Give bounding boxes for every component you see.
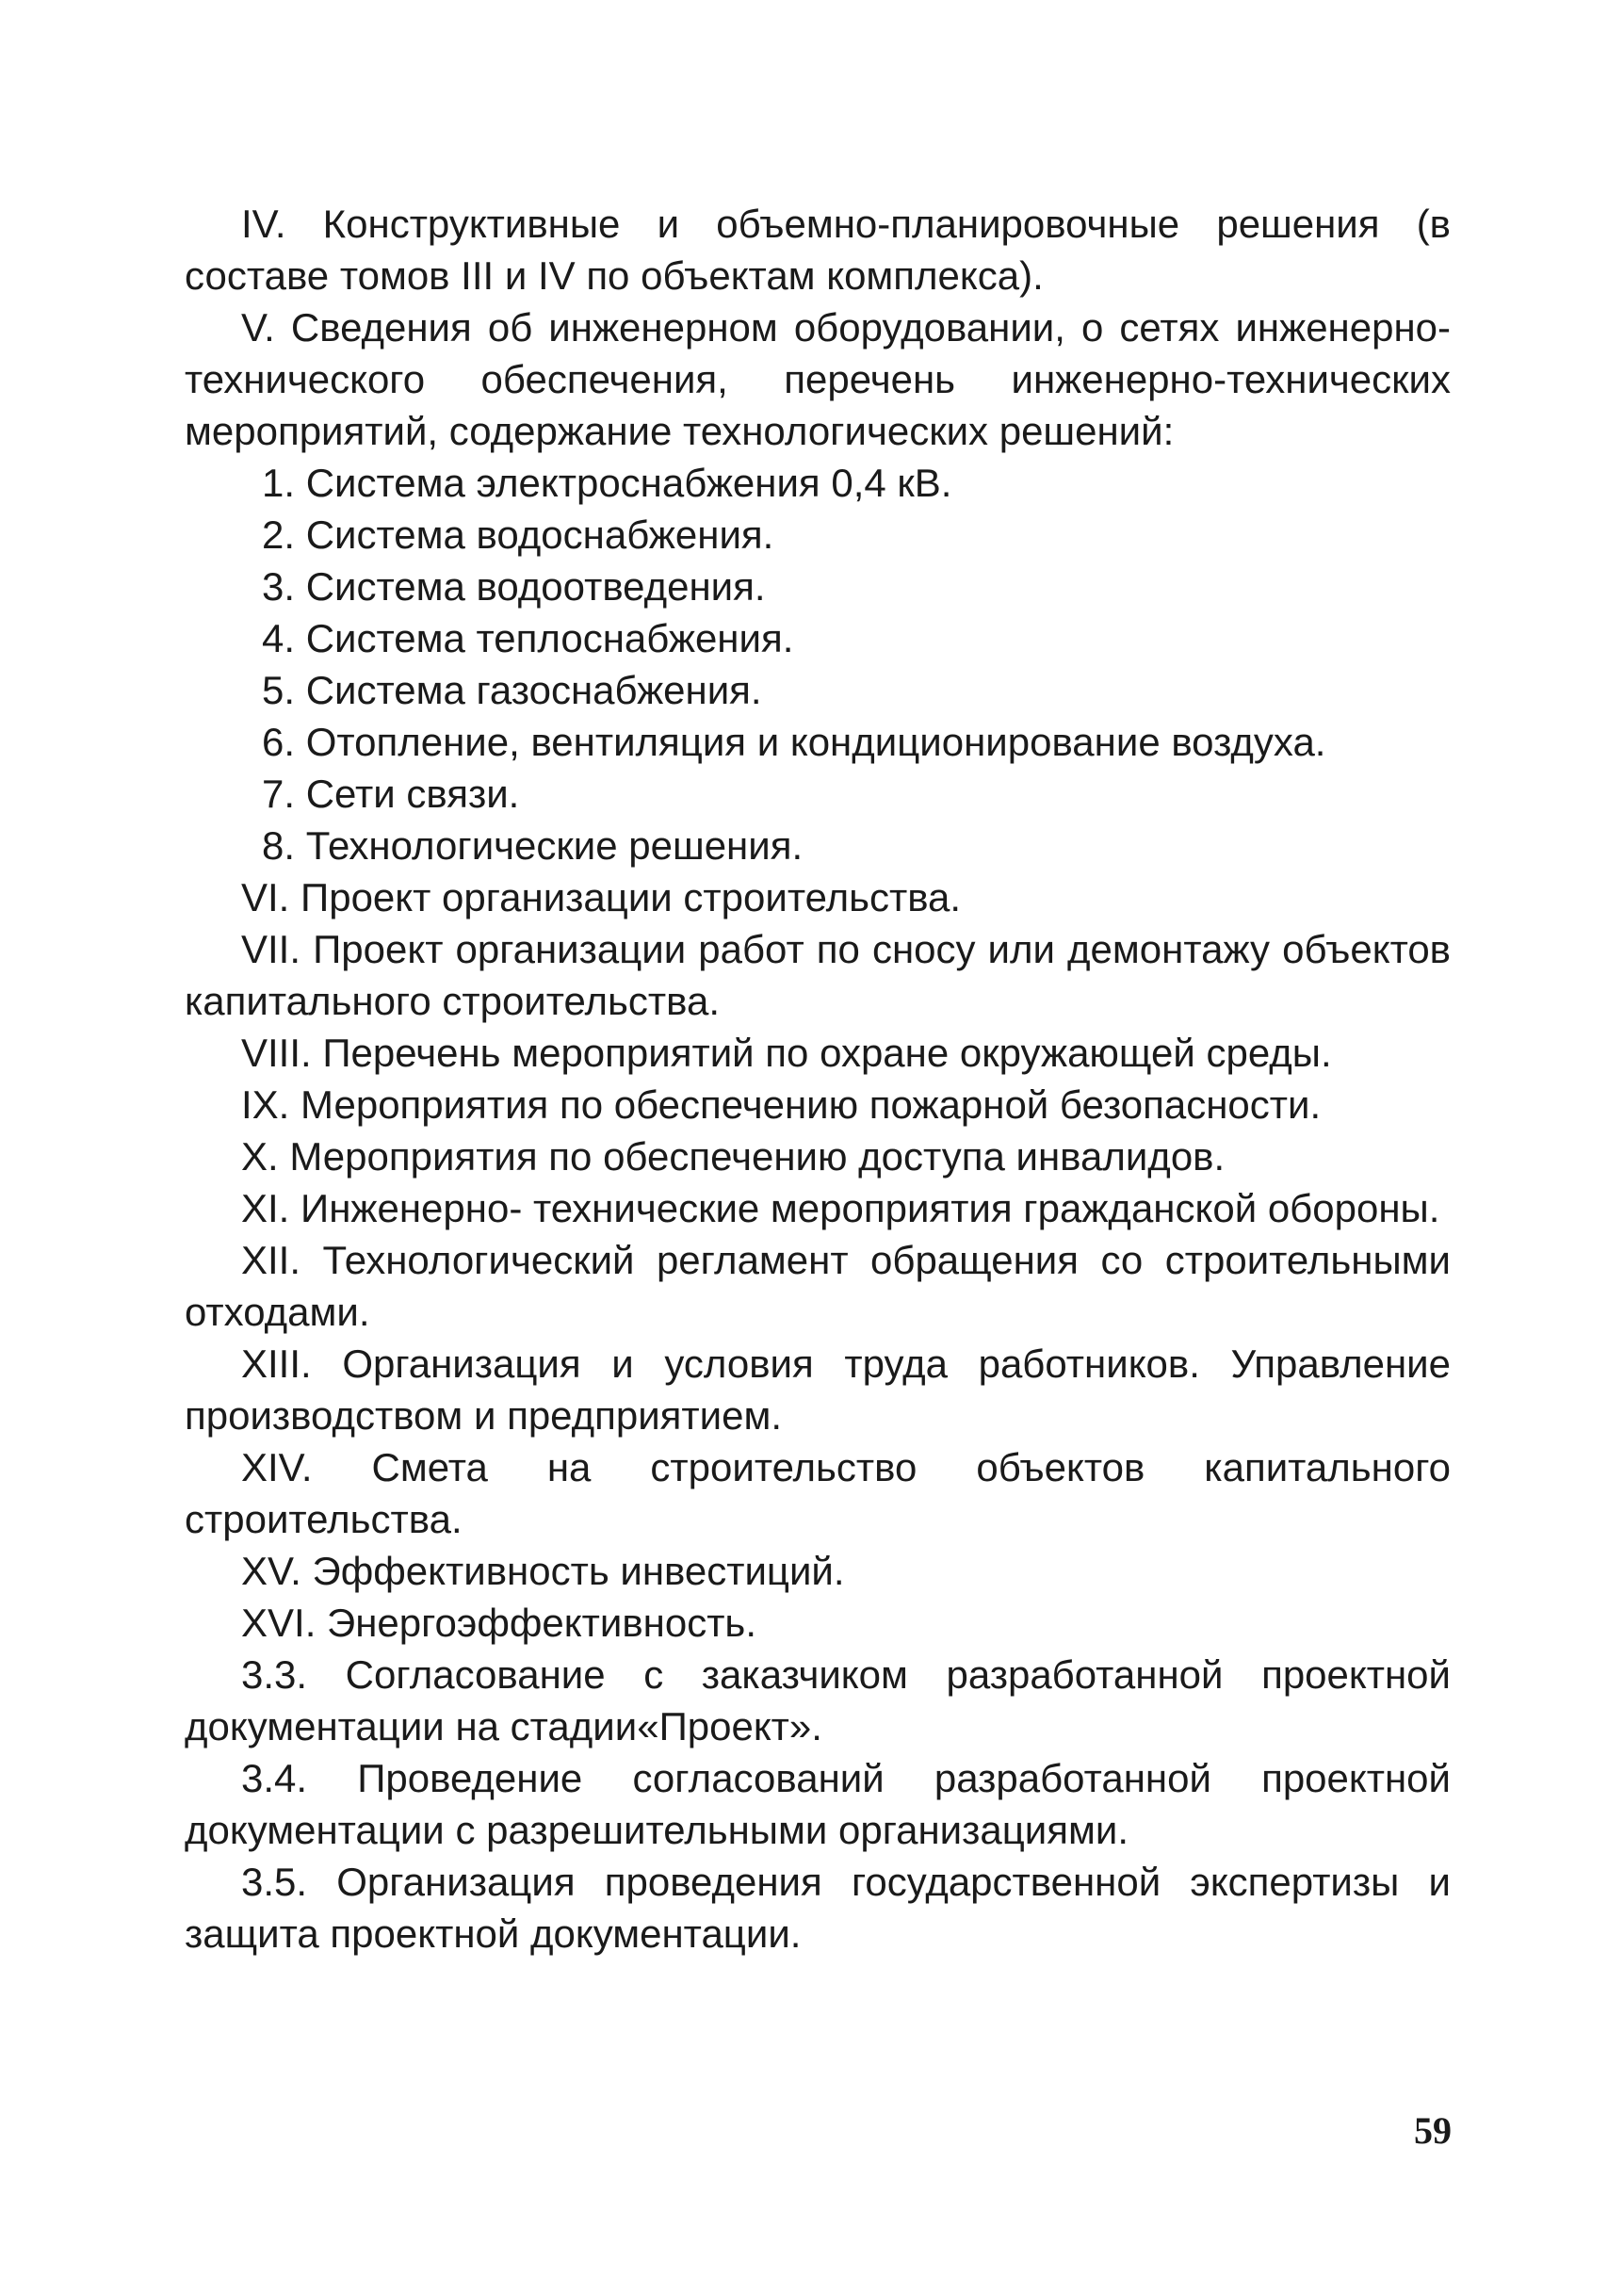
paragraph-section-x: X. Мероприятия по обеспечению доступа инвалидов. <box>241 1134 1226 1179</box>
paragraph-section-xi: XI. Инженерно- технические мероприятия гражданской обороны. <box>241 1186 1440 1230</box>
paragraph-3-4: 3.4. Проведение согласований разработанной проектной документации с разрешительными организациями. <box>185 1756 1451 1852</box>
paragraph-section-xiv: XIV. Смета на строительство объектов капитального строительства. <box>185 1445 1451 1541</box>
paragraph-3-5: 3.5. Организация проведения государственной экспертизы и защита проектной документации. <box>185 1860 1451 1956</box>
list-item: 1. Система электроснабжения 0,4 кВ. <box>262 461 952 505</box>
list-item: 3. Система водоотведения. <box>262 564 766 609</box>
list-item: 8. Технологические решения. <box>262 823 804 868</box>
sections-list <box>185 871 1451 1960</box>
list-item: 4. Система теплоснабжения. <box>262 616 794 660</box>
list-item: 7. Сети связи. <box>262 772 520 816</box>
paragraph-section-xv: XV. Эффективность инвестиций. <box>241 1549 845 1593</box>
paragraph-section-v: V. Сведения об инженерном оборудовании, о сетях инженерно-технического обеспечения, перечень инженерно-технических мероприятий, содержание технологических решений: <box>185 305 1451 453</box>
list-item: 2. Система водоснабжения. <box>262 512 774 557</box>
paragraph-section-xiii: XIII. Организация и условия труда работников. Управление производством и предприятием. <box>185 1342 1451 1438</box>
paragraph-section-ix: IX. Мероприятия по обеспечению пожарной безопасности. <box>241 1082 1322 1127</box>
page-text <box>185 198 1451 1960</box>
page-number: 59 <box>1414 2109 1452 2152</box>
list-item: 6. Отопление, вентиляция и кондиционирование воздуха. <box>262 720 1326 764</box>
paragraph-section-viii: VIII. Перечень мероприятий по охране окружающей среды. <box>241 1031 1332 1075</box>
paragraph-section-vi: VI. Проект организации строительства. <box>241 875 962 919</box>
paragraph-section-xii: XII. Технологический регламент обращения со строительными отходами. <box>185 1238 1451 1334</box>
systems-list <box>185 457 1451 871</box>
paragraph-section-xvi: XVI. Энергоэффективность. <box>241 1601 756 1645</box>
paragraph-section-vii: VII. Проект организации работ по сносу или демонтажу объектов капитального строительства. <box>185 927 1451 1023</box>
paragraph-section-iv: IV. Конструктивные и объемно-планировочные решения (в составе томов III и IV по объектам комплекса). <box>185 202 1451 298</box>
paragraph-3-3: 3.3. Согласование с заказчиком разработанной проектной документации на стадии«Проект». <box>185 1652 1451 1748</box>
list-item: 5. Система газоснабжения. <box>262 668 762 712</box>
